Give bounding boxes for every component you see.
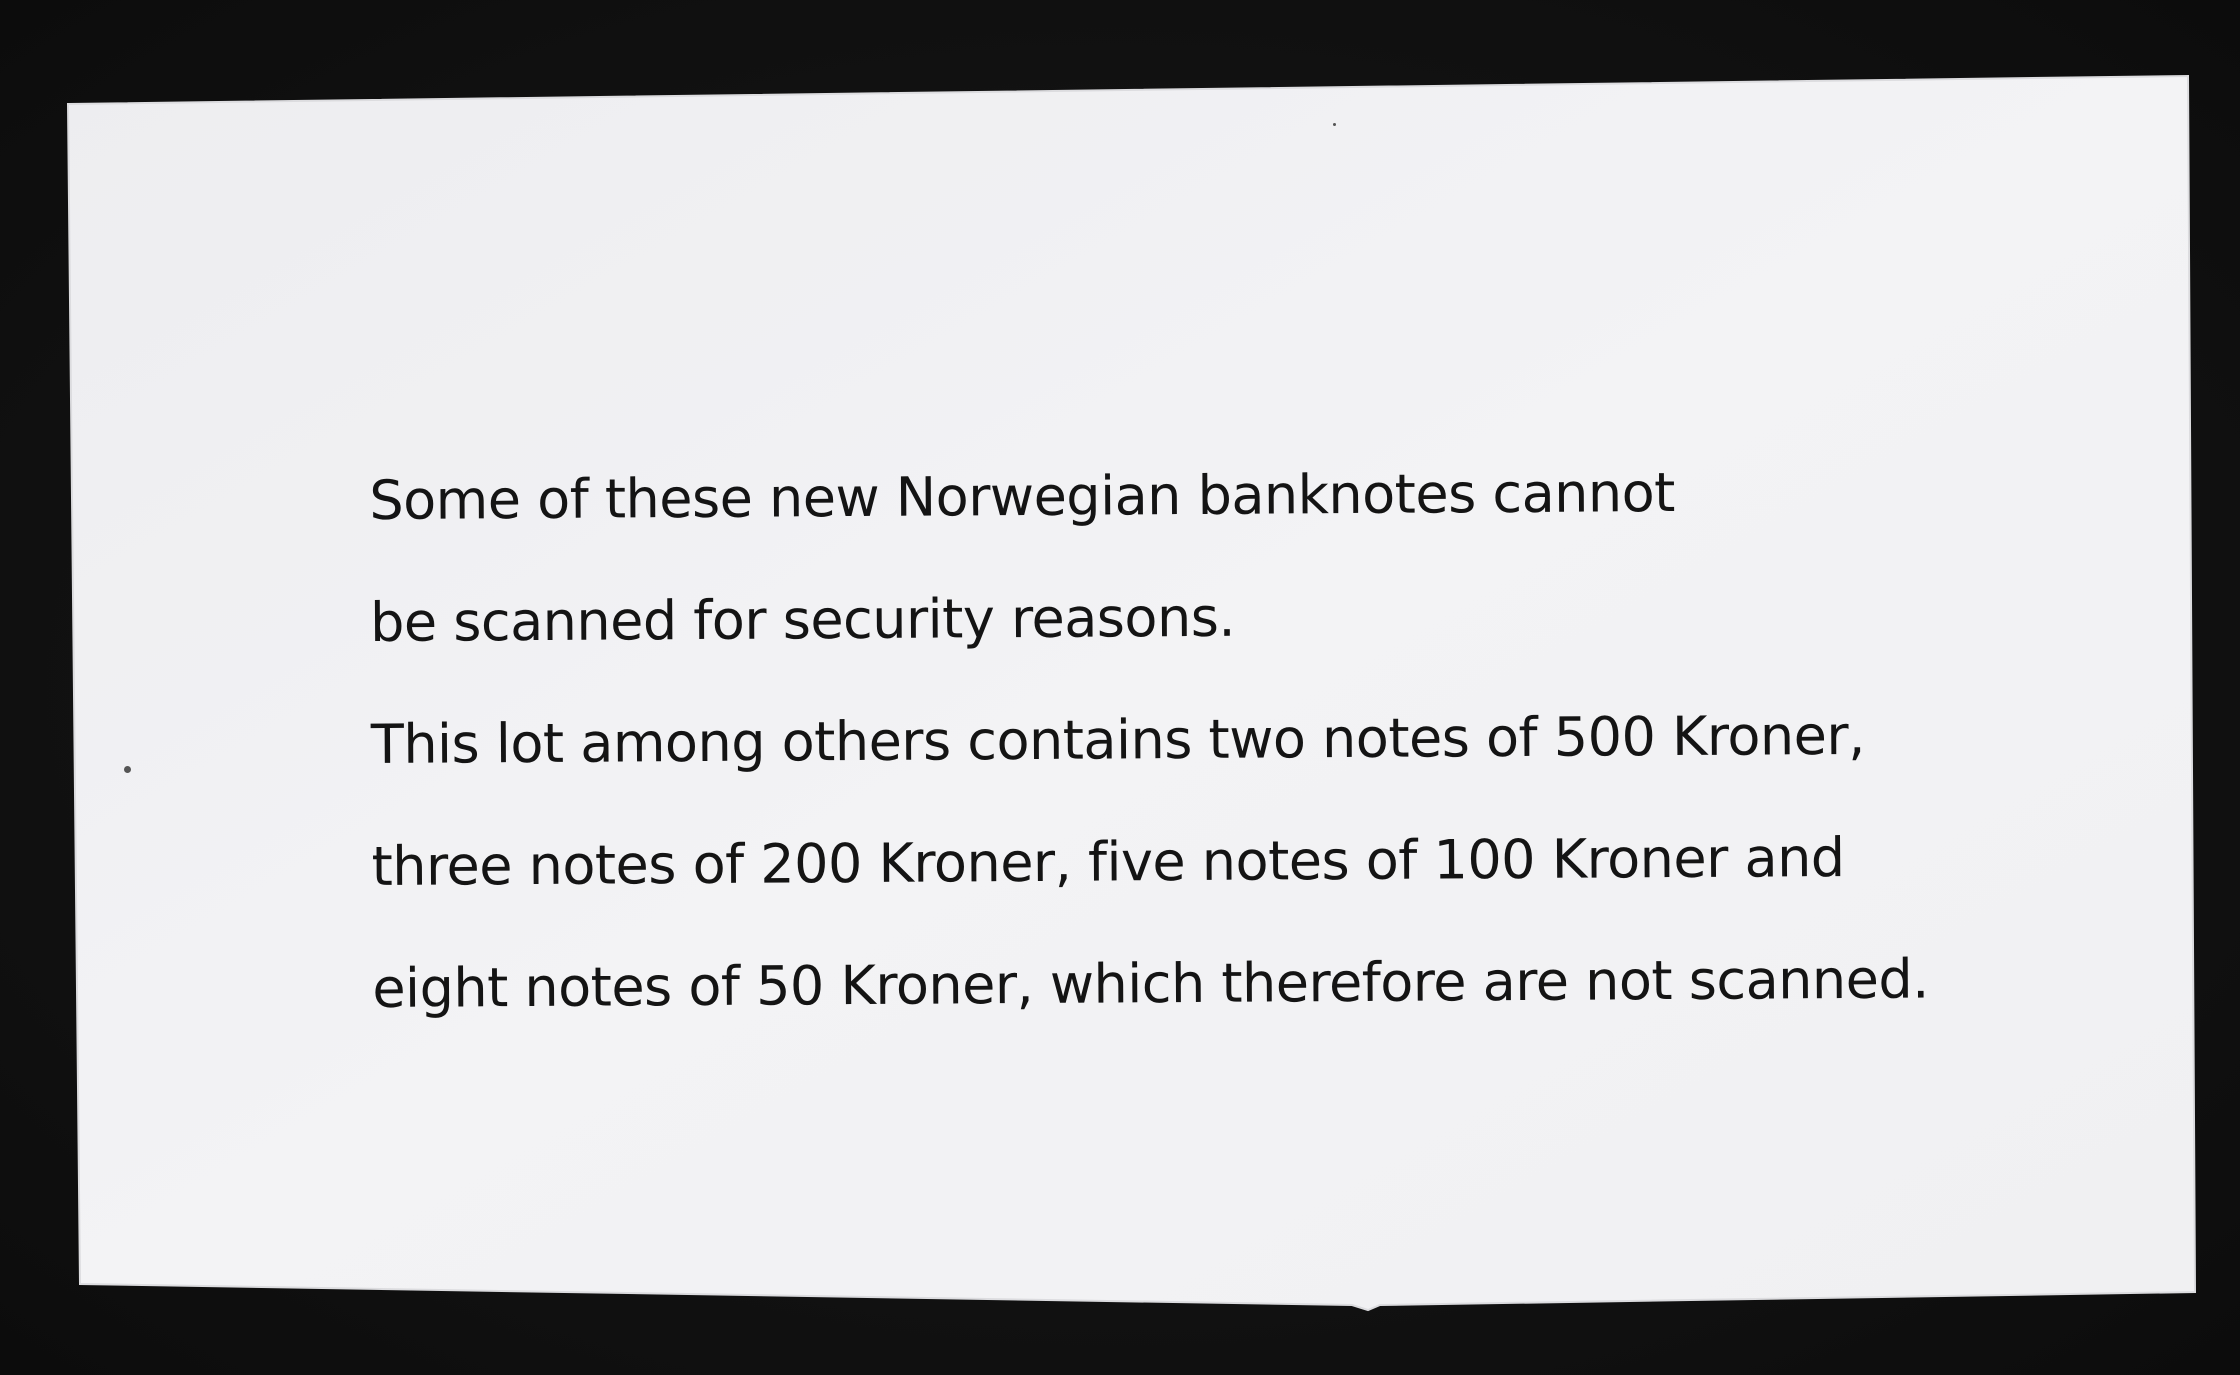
paper-speck — [124, 766, 131, 773]
notice-line-2: be scanned for security reasons. — [369, 585, 1236, 654]
paper-speck — [1333, 123, 1336, 126]
notice-line-4: three notes of 200 Kroner, five notes of 100 Kroner and — [371, 825, 1845, 898]
notice-line-5: eight notes of 50 Kroner, which therefore are not scanned. — [372, 947, 1929, 1020]
notice-text — [369, 430, 2023, 1050]
notice-line-1: Some of these new Norwegian banknotes cannot — [369, 461, 1676, 532]
notice-line-3: This lot among others contains two notes of 500 Kroner, — [370, 703, 1865, 776]
